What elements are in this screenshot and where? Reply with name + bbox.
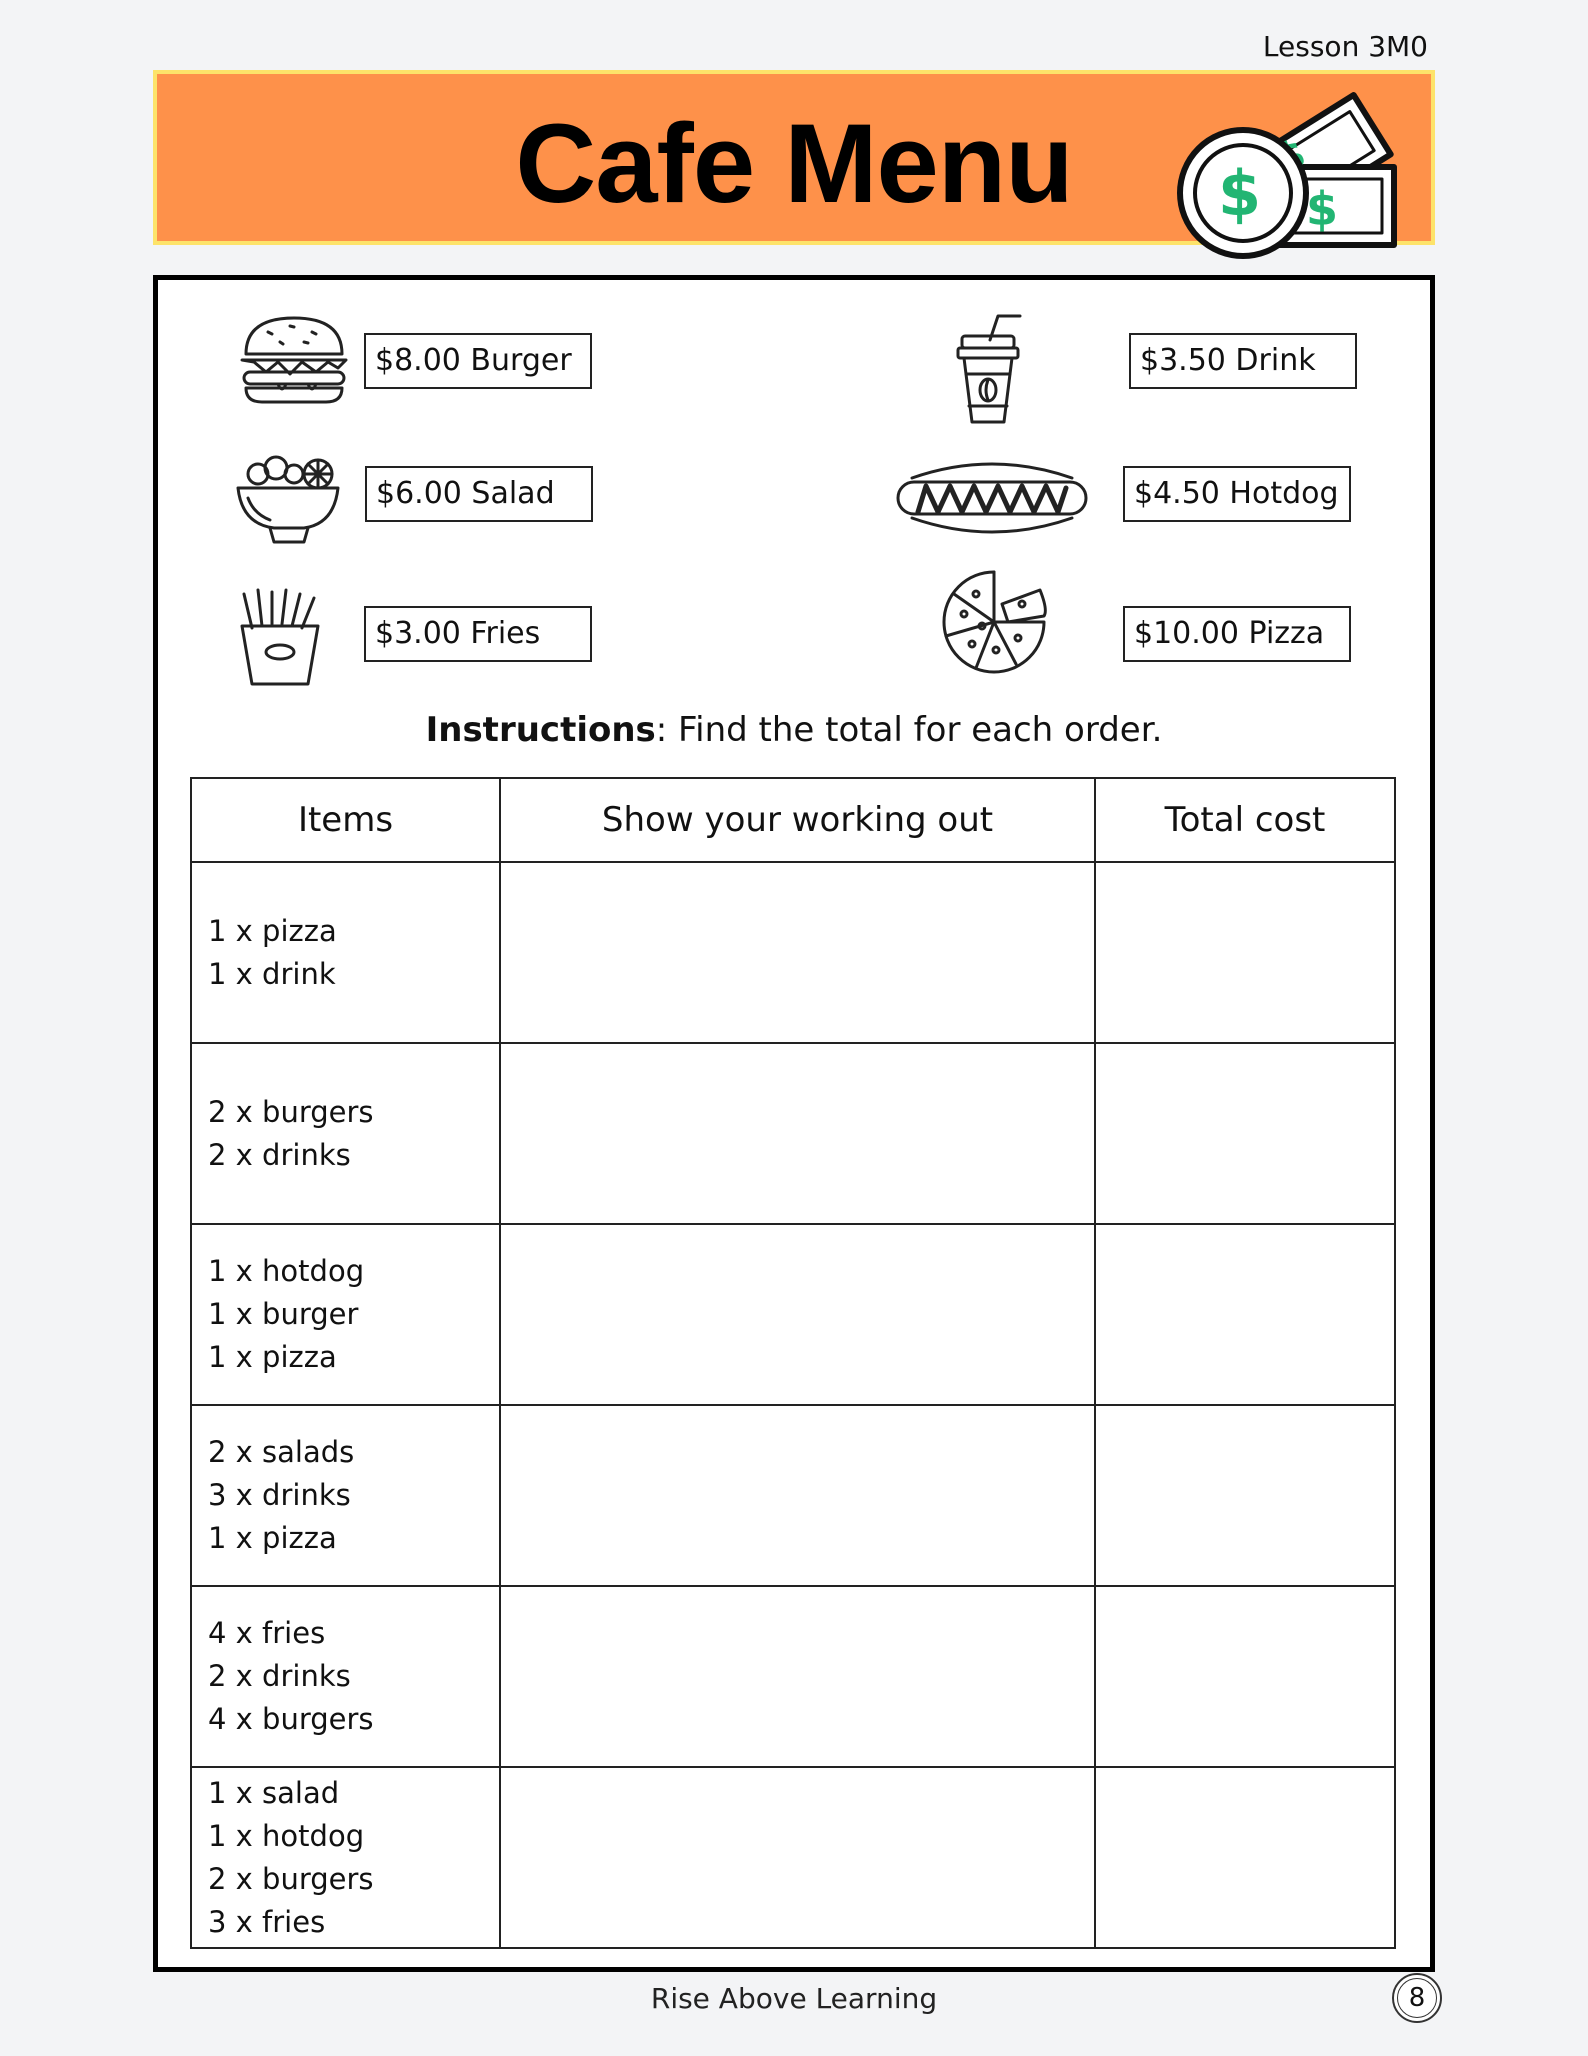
price-burger: $8.00 Burger [364, 333, 592, 389]
total-cell[interactable] [1095, 1586, 1395, 1767]
price-fries: $3.00 Fries [364, 606, 592, 662]
total-cell[interactable] [1095, 1767, 1395, 1948]
burger-icon [238, 312, 350, 407]
working-cell[interactable] [500, 1405, 1095, 1586]
table-row [191, 1586, 1395, 1767]
item-line: 2 x salads [208, 1435, 355, 1469]
item-line: 1 x pizza [208, 1340, 337, 1374]
items-cell [191, 1586, 500, 1767]
total-cell[interactable] [1095, 862, 1395, 1043]
price-drink: $3.50 Drink [1129, 333, 1357, 389]
fries-icon [238, 588, 322, 688]
worksheet-box [153, 275, 1435, 1972]
item-line: 3 x fries [208, 1904, 326, 1939]
total-cell[interactable] [1095, 1043, 1395, 1224]
item-line: 4 x burgers [208, 1702, 374, 1736]
working-cell[interactable] [500, 1586, 1095, 1767]
working-cell[interactable] [500, 862, 1095, 1043]
instructions-text: : Find the total for each order. [655, 710, 1163, 750]
item-line: 4 x fries [208, 1616, 326, 1650]
salad-icon [234, 452, 344, 547]
table-row [191, 1043, 1395, 1224]
total-cell[interactable] [1095, 1224, 1395, 1405]
lesson-label: Lesson 3M0 [1262, 30, 1428, 63]
working-cell[interactable] [500, 1043, 1095, 1224]
item-line: 1 x pizza [208, 1521, 337, 1555]
item-line: 2 x drinks [208, 1659, 351, 1693]
table-header-row [191, 778, 1395, 862]
price-salad: $6.00 Salad [365, 466, 593, 522]
working-cell[interactable] [500, 1224, 1095, 1405]
pizza-icon [936, 564, 1052, 680]
drink-icon [948, 310, 1028, 430]
price-hotdog: $4.50 Hotdog [1123, 466, 1351, 522]
svg-text:$: $ [1306, 182, 1339, 236]
items-cell [191, 1767, 500, 1948]
working-cell[interactable] [500, 1767, 1095, 1948]
items-cell [191, 1405, 500, 1586]
header-total: Total cost [1095, 778, 1395, 862]
footer-text: Rise Above Learning [650, 1982, 938, 2015]
header-working: Show your working out [500, 778, 1095, 862]
page-number: 8 [1392, 1973, 1442, 2023]
orders-table [190, 777, 1396, 1949]
header-items: Items [191, 778, 500, 862]
table-row [191, 1405, 1395, 1586]
page-title: Cafe Menu [515, 101, 1073, 226]
items-cell [191, 1224, 500, 1405]
item-line: 3 x drinks [208, 1478, 351, 1512]
item-line: 2 x drinks [208, 1137, 351, 1172]
price-pizza: $10.00 Pizza [1123, 606, 1351, 662]
instructions-label: Instructions [425, 710, 656, 750]
money-icon [1168, 75, 1398, 265]
table-row [191, 1767, 1395, 1948]
items-cell [191, 862, 500, 1043]
items-cell [191, 1043, 500, 1224]
total-cell[interactable] [1095, 1405, 1395, 1586]
svg-text:$: $ [1218, 157, 1262, 230]
table-row [191, 1224, 1395, 1405]
item-line: 1 x drink [208, 956, 336, 991]
item-line: 1 x hotdog [208, 1818, 365, 1853]
item-line: 1 x pizza [208, 913, 337, 948]
item-line: 1 x salad [208, 1775, 340, 1810]
item-line: 1 x burger [208, 1297, 359, 1331]
item-line: 2 x burgers [208, 1094, 374, 1129]
item-line: 2 x burgers [208, 1861, 374, 1896]
table-row [191, 862, 1395, 1043]
instructions [158, 710, 1430, 750]
hotdog-icon [894, 456, 1090, 540]
item-line: 1 x hotdog [208, 1254, 365, 1288]
